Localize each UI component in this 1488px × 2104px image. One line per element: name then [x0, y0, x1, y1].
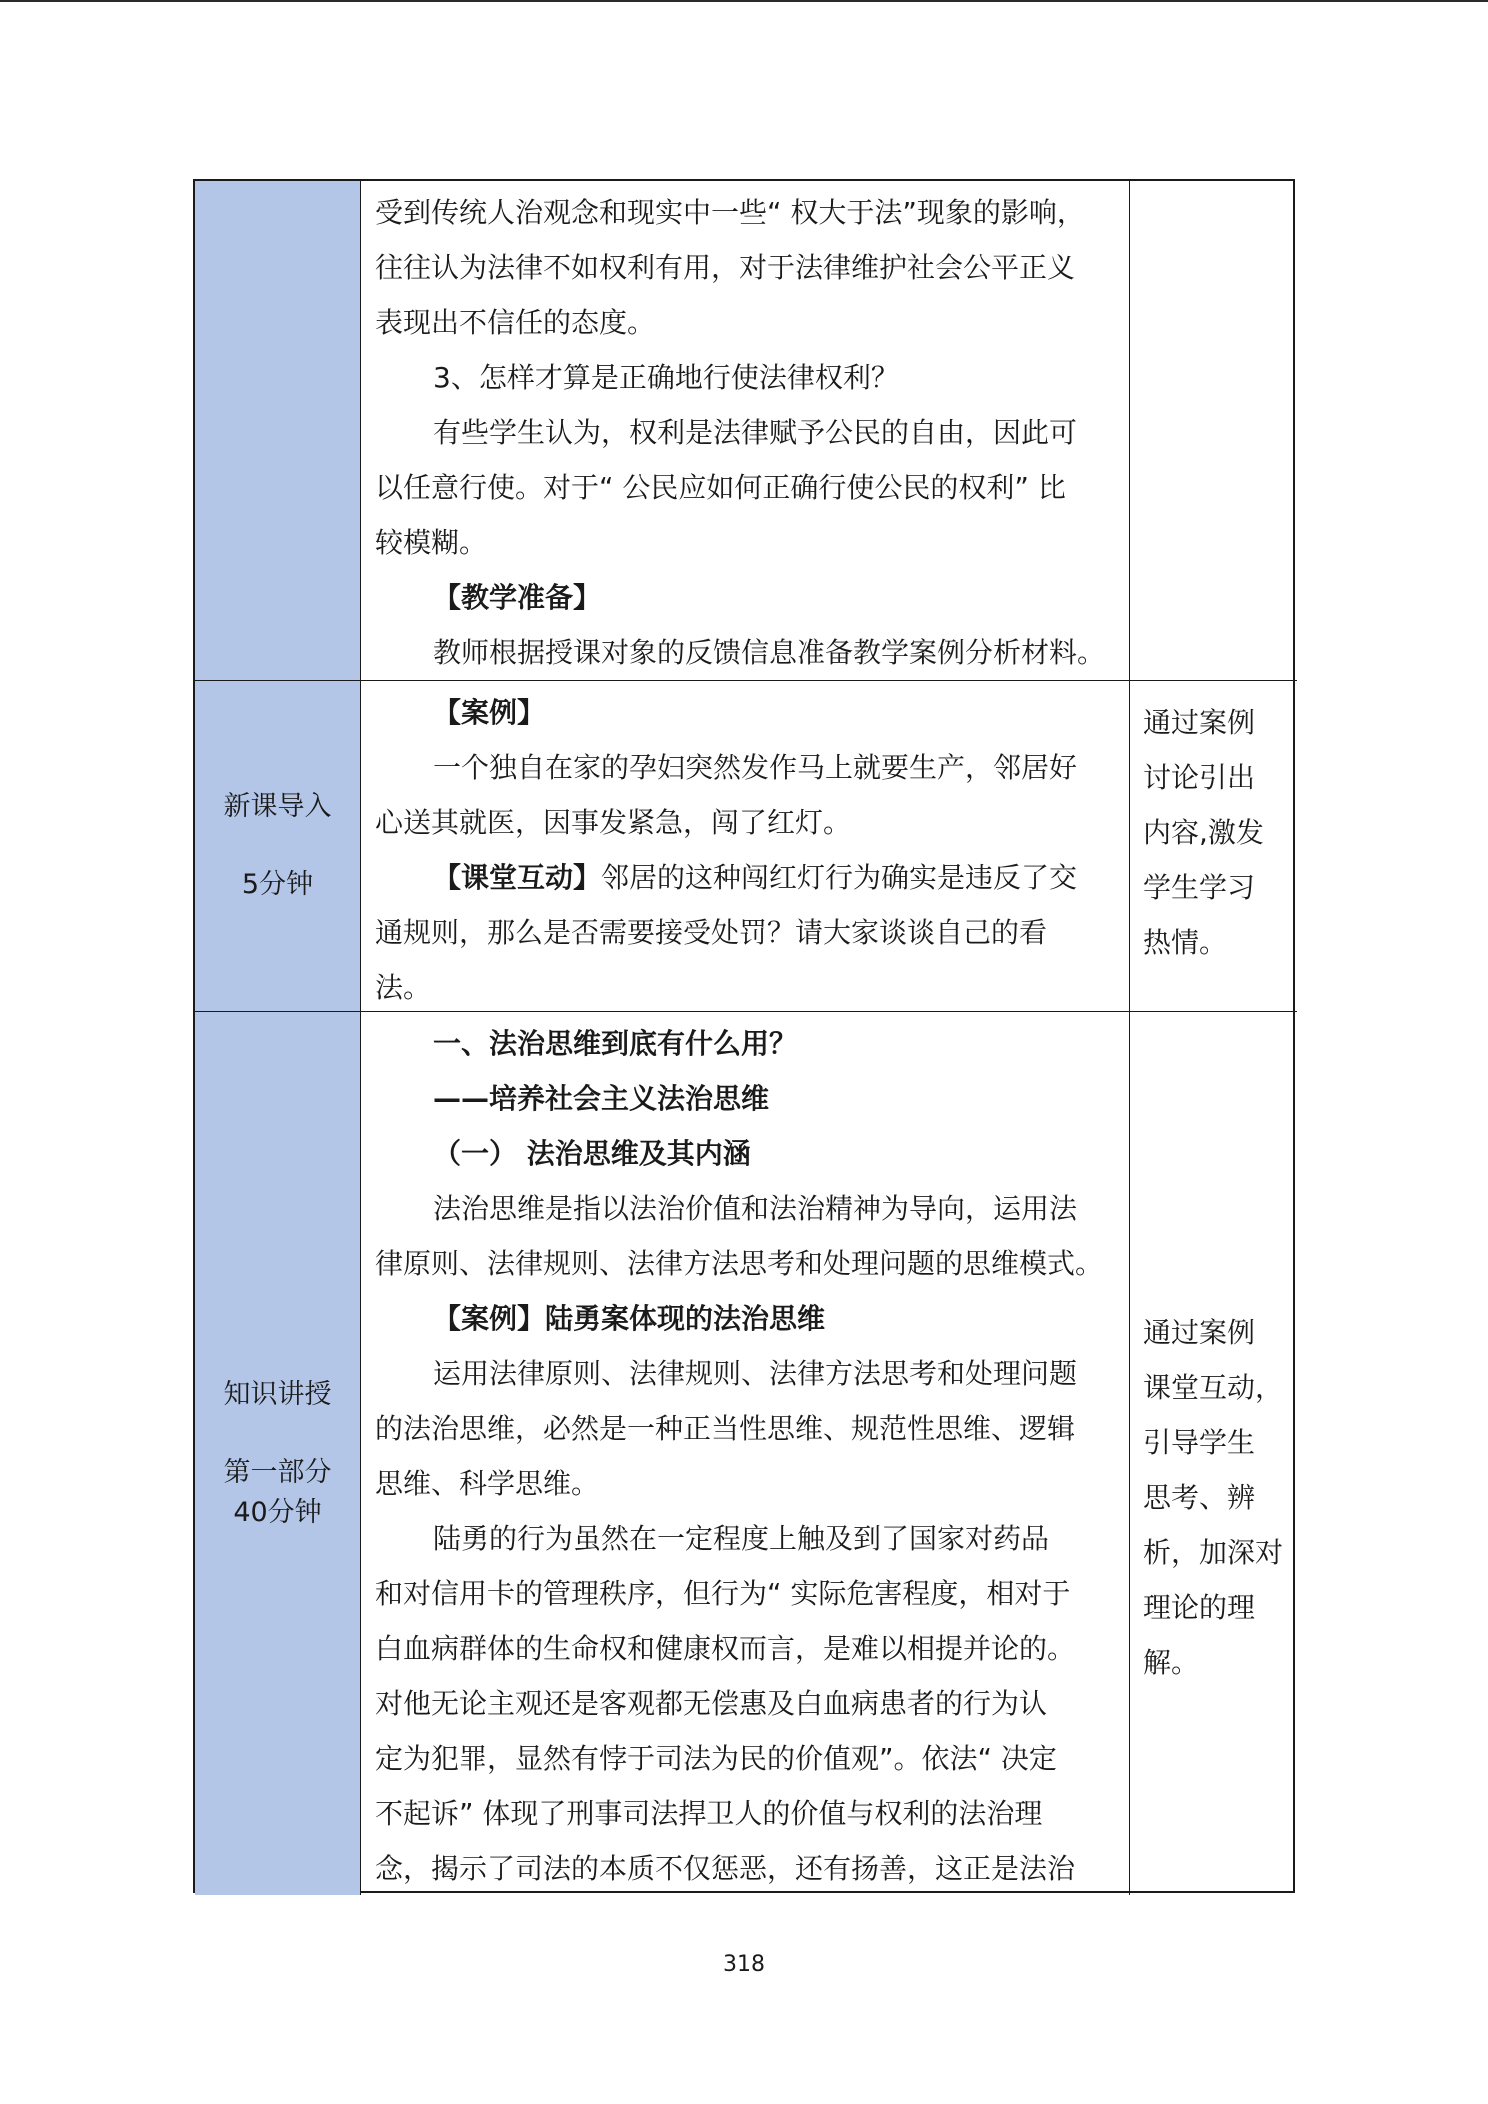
content-line: 运用法律原则、法律规则、法律方法思考和处理问题	[433, 1357, 1078, 1390]
content-line: 邻居的这种闯红灯行为确实是违反了交	[601, 861, 1078, 894]
row2-label-cell	[195, 681, 361, 1012]
content-line: 法。	[375, 971, 432, 1004]
content-line: 定为犯罪，显然有悖于司法为民的价值观”。依法“ 决定	[375, 1742, 1057, 1775]
row2-content-cell	[361, 681, 1130, 1012]
section-title: 新课导入	[223, 791, 332, 822]
content-line: 陆勇的行为虽然在一定程度上触及到了国家对药品	[433, 1522, 1050, 1555]
heading-2: ——培养社会主义法治思维	[433, 1082, 770, 1115]
row1-content-cell	[361, 181, 1130, 681]
content-line: 心送其就医，因事发紧急，闯了红灯。	[375, 806, 852, 839]
row3-label-cell	[195, 1012, 361, 1895]
content-line: 念，揭示了司法的本质不仅惩恶，还有扬善，这正是法治	[375, 1852, 1076, 1885]
row3-note-cell	[1130, 1012, 1297, 1895]
content-line: 和对信用卡的管理秩序，但行为“ 实际危害程度，相对于	[375, 1577, 1071, 1610]
note-line: 学生学习	[1143, 871, 1256, 904]
note-line: 通过案例	[1143, 706, 1256, 739]
case-heading: 【案例】	[433, 696, 546, 729]
content-line: 受到传统人治观念和现实中一些“ 权大于法”现象的影响，	[375, 196, 1085, 229]
teaching-prep-text: 教师根据授课对象的反馈信息准备教学案例分析材料。	[433, 636, 1106, 669]
teaching-prep-heading: 【教学准备】	[433, 581, 602, 614]
content-line: 的法治思维，必然是一种正当性思维、规范性思维、逻辑	[375, 1412, 1076, 1445]
content-line: 律原则、法律规则、法律方法思考和处理问题的思维模式。	[375, 1247, 1104, 1280]
note-line: 解。	[1143, 1646, 1200, 1679]
question-3: 3、怎样才算是正确地行使法律权利？	[433, 361, 899, 394]
row2-note-cell	[1130, 681, 1297, 1012]
heading-3: （一） 法治思维及其内涵	[433, 1137, 751, 1170]
row3-content-cell	[361, 1012, 1130, 1895]
content-line: 往往认为法律不如权利有用，对于法律维护社会公平正义	[375, 251, 1076, 284]
note-line: 热情。	[1143, 926, 1228, 959]
content-line: 不起诉” 体现了刑事司法捍卫人的价值与权利的法治理	[375, 1797, 1043, 1830]
section-part: 第一部分	[223, 1456, 332, 1488]
content-line: 较模糊。	[375, 526, 488, 559]
content-line: 有些学生认为，权利是法律赋予公民的自由，因此可	[433, 416, 1078, 449]
section-duration: 40分钟	[233, 1496, 322, 1528]
top-border-line	[0, 0, 1488, 2]
note-line: 内容,激发	[1143, 816, 1264, 849]
note-line: 析，加深对	[1143, 1536, 1284, 1569]
heading-1: 一、法治思维到底有什么用？	[433, 1027, 798, 1060]
note-line: 通过案例	[1143, 1316, 1256, 1349]
note-line: 课堂互动，	[1143, 1371, 1284, 1404]
section-title: 知识讲授	[223, 1378, 332, 1410]
content-line: 以任意行使。对于“ 公民应如何正确行使公民的权利” 比	[375, 471, 1066, 504]
page-number: 318	[723, 1952, 765, 1977]
content-line: 思维、科学思维。	[375, 1467, 600, 1500]
content-line: 白血病群体的生命权和健康权而言，是难以相提并论的。	[375, 1632, 1076, 1665]
note-line: 引导学生	[1143, 1426, 1256, 1459]
content-line: 法治思维是指以法治价值和法治精神为导向，运用法	[433, 1192, 1078, 1225]
content-line: 表现出不信任的态度。	[375, 306, 656, 339]
section-duration: 5分钟	[241, 869, 314, 900]
note-line: 思考、辨	[1143, 1481, 1256, 1514]
note-line: 讨论引出	[1143, 761, 1256, 794]
content-line: 一个独自在家的孕妇突然发作马上就要生产，邻居好	[433, 751, 1078, 784]
row1-label-cell	[195, 181, 361, 681]
interaction-heading: 【课堂互动】	[433, 861, 602, 894]
content-line: 通规则，那么是否需要接受处罚？请大家谈谈自己的看	[375, 916, 1048, 949]
lesson-plan-table	[193, 179, 1295, 1893]
row1-note-cell	[1130, 181, 1297, 681]
note-line: 理论的理	[1143, 1591, 1256, 1624]
case-heading: 【案例】陆勇案体现的法治思维	[433, 1302, 826, 1335]
content-line: 对他无论主观还是客观都无偿惠及白血病患者的行为认	[375, 1687, 1048, 1720]
